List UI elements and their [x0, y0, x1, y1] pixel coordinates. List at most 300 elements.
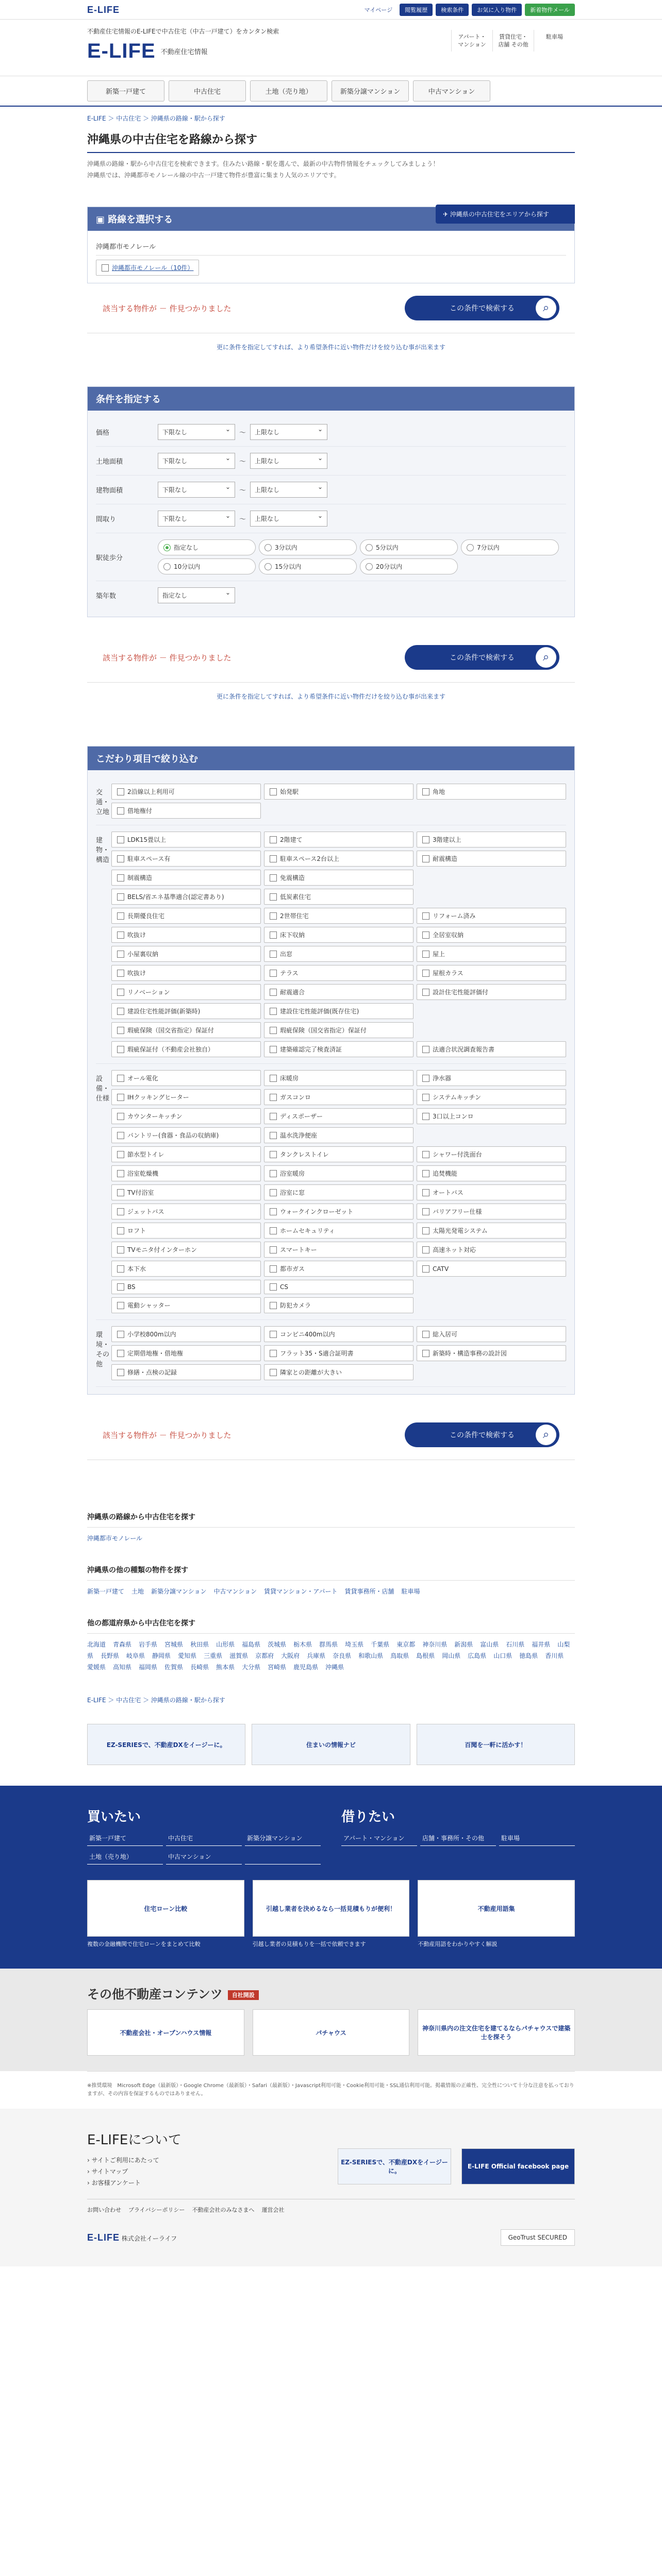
related-link[interactable]: 和歌山県 [358, 1652, 384, 1659]
feature-checkbox[interactable] [264, 908, 413, 924]
feature-checkbox[interactable] [264, 1204, 413, 1219]
banner-hyakubun[interactable]: 百聞を一軒に活かす！ [417, 1724, 575, 1765]
feature-checkbox[interactable] [264, 1070, 413, 1086]
walk-radio[interactable] [259, 539, 357, 555]
feature-checkbox[interactable] [111, 1345, 261, 1361]
checkbox-icon[interactable] [117, 1302, 124, 1309]
related-link[interactable]: 島根県 [416, 1652, 435, 1659]
related-link[interactable]: 新築分譲マンション [151, 1588, 207, 1595]
related-link[interactable]: 奈良県 [333, 1652, 352, 1659]
related-link[interactable]: 石川県 [506, 1641, 525, 1648]
feature-checkbox[interactable] [264, 1041, 413, 1057]
promo-glossary[interactable]: 不動産用語集 [418, 1880, 575, 1937]
checkbox-icon[interactable] [270, 855, 277, 862]
checkbox-icon[interactable] [270, 951, 277, 958]
footer-nav-item[interactable]: 新築分譲マンション [245, 1831, 321, 1846]
checkbox-icon[interactable] [117, 951, 124, 958]
feature-checkbox[interactable] [111, 1204, 261, 1219]
saved-search-button[interactable]: 検索条件 [436, 4, 469, 16]
related-link[interactable]: 福井県 [532, 1641, 551, 1648]
related-link[interactable]: 新築一戸建て [87, 1588, 125, 1595]
checkbox-icon[interactable] [270, 970, 277, 977]
line-checkbox[interactable] [96, 260, 199, 276]
walk-radio[interactable] [461, 539, 559, 555]
related-link[interactable]: 賃貸事務所・店舗 [344, 1588, 394, 1595]
related-link[interactable]: 群馬県 [319, 1641, 338, 1648]
feature-label: 新築時・構造事務の設計図 [433, 1350, 507, 1357]
related-link[interactable]: 福岡県 [139, 1664, 158, 1671]
checkbox-icon[interactable] [270, 1113, 277, 1120]
related-link[interactable]: 埼玉県 [345, 1641, 364, 1648]
checkbox-icon[interactable] [117, 1151, 124, 1158]
footer-nav-item[interactable]: 土地（売り地） [87, 1849, 163, 1865]
feature-checkbox[interactable] [417, 1165, 566, 1181]
favorites-button[interactable]: お気に入り物件 [472, 4, 522, 16]
feature-label: 屋上 [433, 951, 445, 958]
checkbox-icon[interactable] [422, 912, 429, 920]
footer-company[interactable]: 運営会社 [261, 2207, 285, 2213]
search-button-3[interactable] [405, 1422, 559, 1447]
feature-checkbox[interactable] [111, 984, 261, 1000]
related-link[interactable]: 山梨県 [87, 1641, 570, 1659]
footer-nav-item[interactable]: 駐車場 [499, 1831, 575, 1846]
checkbox-icon[interactable] [117, 1331, 124, 1338]
radio-icon[interactable] [366, 563, 373, 570]
min-select[interactable]: 下限なし ⌄ [158, 511, 235, 527]
checkbox-icon[interactable] [270, 874, 277, 882]
gnav-new-mansion[interactable]: 新築分譲マンション [332, 80, 409, 101]
feature-checkbox[interactable] [111, 784, 261, 800]
feature-label: 瑕疵保険（国交省指定）保証付 [127, 1027, 214, 1034]
feature-checkbox[interactable] [264, 1127, 413, 1143]
related-link[interactable]: 土地 [131, 1588, 144, 1595]
header-link-rental[interactable]: 賃貸住宅・店舗 その他 [492, 30, 534, 52]
new-mail-button[interactable]: 新着物件メール [525, 4, 575, 16]
feature-checkbox[interactable] [111, 946, 261, 962]
feature-checkbox[interactable] [264, 927, 413, 943]
feature-checkbox[interactable] [417, 1223, 566, 1239]
other-openhouse[interactable]: 不動産会社・オープンハウス情報 [87, 2009, 244, 2056]
checkbox-icon[interactable] [270, 1027, 277, 1034]
feature-checkbox[interactable] [417, 908, 566, 924]
feature-checkbox[interactable] [417, 1345, 566, 1361]
related-link[interactable]: 山口県 [493, 1652, 512, 1659]
checkbox-icon[interactable] [117, 1170, 124, 1177]
min-select[interactable]: 下限なし ⌄ [158, 453, 235, 469]
checkbox-icon[interactable] [117, 1189, 124, 1196]
banner-ez-series[interactable]: EZ-SERIESで、不動産DXをイージーに。 [87, 1724, 245, 1765]
feature-checkbox[interactable] [111, 1364, 261, 1380]
header-link-apartment[interactable]: アパート・マンション [451, 30, 492, 52]
related-link[interactable]: 長野県 [101, 1652, 120, 1659]
related-link[interactable]: 大分県 [242, 1664, 261, 1671]
checkbox-icon[interactable] [117, 989, 124, 996]
footer-nav-item[interactable]: アパート・マンション [341, 1831, 417, 1846]
feature-checkbox[interactable] [111, 1070, 261, 1086]
checkbox-icon[interactable] [422, 1151, 429, 1158]
checkbox-icon[interactable] [422, 1094, 429, 1101]
feature-checkbox[interactable] [111, 1108, 261, 1124]
feature-checkbox[interactable] [111, 1297, 261, 1313]
checkbox-icon[interactable] [117, 855, 124, 862]
feature-checkbox[interactable] [264, 1261, 413, 1277]
breadcrumb-bottom[interactable]: E-LIFE ＞ 中古住宅 ＞ 沖縄県の路線・駅から探す [87, 1697, 225, 1704]
related-link[interactable]: 広島県 [468, 1652, 487, 1659]
feature-checkbox[interactable] [417, 1204, 566, 1219]
feature-checkbox[interactable] [417, 1146, 566, 1162]
checkbox-icon[interactable] [270, 1227, 277, 1234]
related-link[interactable]: 福島県 [242, 1641, 261, 1648]
checkbox-icon[interactable] [422, 970, 429, 977]
related-link[interactable]: 賃貸マンション・アパート [263, 1588, 338, 1595]
radio-icon[interactable] [163, 544, 171, 551]
feature-checkbox[interactable] [111, 965, 261, 981]
feature-label: ディスポーザー [280, 1113, 323, 1120]
related-link[interactable]: 沖縄県 [325, 1664, 344, 1671]
checkbox-icon[interactable] [270, 1283, 277, 1291]
related-link[interactable]: 沖縄都市モノレール [87, 1535, 143, 1542]
related-link[interactable]: 三重県 [204, 1652, 223, 1659]
checkbox-icon[interactable] [270, 1008, 277, 1015]
checkbox-icon[interactable] [102, 264, 109, 272]
feature-checkbox[interactable] [264, 870, 413, 886]
checkbox-icon[interactable] [422, 1331, 429, 1338]
checkbox-icon[interactable] [270, 1208, 277, 1215]
checkbox-icon[interactable] [117, 1113, 124, 1120]
checkbox-icon[interactable] [117, 1008, 124, 1015]
related-link[interactable]: 栃木県 [293, 1641, 312, 1648]
promo-loan[interactable]: 住宅ローン比較 [87, 1880, 244, 1937]
feature-checkbox[interactable] [417, 851, 566, 867]
feature-checkbox[interactable] [111, 803, 261, 819]
radio-icon[interactable] [264, 544, 272, 551]
related-link[interactable]: 茨城県 [268, 1641, 287, 1648]
related-link[interactable]: 京都府 [255, 1652, 274, 1659]
footer-nav-item[interactable]: 店舗・事務所・その他 [420, 1831, 496, 1846]
checkbox-icon[interactable] [270, 1170, 277, 1177]
feature-checkbox[interactable] [111, 851, 261, 867]
feature-label: 長期優良住宅 [127, 912, 165, 920]
related-link[interactable]: 熊本県 [216, 1664, 235, 1671]
checkbox-icon[interactable] [422, 1265, 429, 1273]
walk-radio[interactable] [158, 558, 256, 574]
checkbox-icon[interactable] [270, 1132, 277, 1139]
max-select[interactable]: 上限なし ⌄ [250, 424, 327, 440]
related-link[interactable]: 駐車場 [401, 1588, 420, 1595]
checkbox-icon[interactable] [117, 836, 124, 843]
site-logo[interactable]: E-LIFE [87, 40, 156, 62]
mypage-link[interactable]: マイページ [364, 7, 393, 13]
checkbox-icon[interactable] [117, 912, 124, 920]
checkbox-icon[interactable] [270, 1350, 277, 1357]
related-link[interactable]: 長崎県 [190, 1664, 209, 1671]
feature-checkbox[interactable] [264, 1003, 413, 1019]
max-select[interactable]: 上限なし ⌄ [250, 511, 327, 527]
feature-checkbox[interactable] [264, 832, 413, 848]
gnav-new-house[interactable]: 新築一戸建て [87, 80, 164, 101]
checkbox-icon[interactable] [117, 1265, 124, 1273]
feature-checkbox[interactable] [111, 1280, 261, 1294]
feature-checkbox[interactable] [111, 1242, 261, 1258]
walk-radio[interactable] [259, 558, 357, 574]
feature-checkbox[interactable] [417, 927, 566, 943]
feature-checkbox[interactable] [264, 1280, 413, 1294]
radio-icon[interactable] [264, 563, 272, 570]
age-select[interactable]: 指定なし ⌄ [158, 587, 235, 603]
related-link[interactable]: 兵庫県 [307, 1652, 326, 1659]
feature-checkbox[interactable] [417, 784, 566, 800]
feature-checkbox[interactable] [264, 1242, 413, 1258]
other-pachaus[interactable]: パチャウス [253, 2009, 410, 2056]
gnav-land[interactable]: 土地（売り地） [250, 80, 327, 101]
checkbox-icon[interactable] [270, 1331, 277, 1338]
footer-contact[interactable]: お問い合わせ [87, 2207, 121, 2213]
grid-spacer [417, 1297, 566, 1313]
checkbox-icon[interactable] [117, 1350, 124, 1357]
checkbox-icon[interactable] [270, 1046, 277, 1053]
related-link[interactable]: 岡山県 [442, 1652, 461, 1659]
checkbox-icon[interactable] [422, 1046, 429, 1053]
feature-checkbox[interactable] [417, 984, 566, 1000]
checkbox-icon[interactable] [117, 893, 124, 901]
related-link[interactable]: 中古マンション [213, 1588, 257, 1595]
min-select[interactable]: 下限なし ⌄ [158, 482, 235, 498]
related-link[interactable]: 宮崎県 [268, 1664, 287, 1671]
feature-checkbox[interactable] [264, 946, 413, 962]
radio-label: 15分以内 [275, 563, 302, 570]
feature-checkbox[interactable] [111, 1223, 261, 1239]
feature-checkbox[interactable] [264, 889, 413, 905]
checkbox-icon[interactable] [270, 1369, 277, 1376]
gnav-used-house[interactable]: 中古住宅 [169, 80, 246, 101]
checkbox-icon[interactable] [270, 893, 277, 901]
feature-checkbox[interactable] [111, 1041, 261, 1057]
checkbox-icon[interactable] [422, 1170, 429, 1177]
related-link[interactable]: 富山県 [480, 1641, 499, 1648]
checkbox-icon[interactable] [117, 1075, 124, 1082]
feature-checkbox[interactable] [111, 1146, 261, 1162]
history-button[interactable]: 閲覧履歴 [400, 4, 433, 16]
checkbox-icon[interactable] [422, 951, 429, 958]
feature-checkbox[interactable] [264, 1345, 413, 1361]
feature-label: 法適合状況調査報告書 [433, 1046, 495, 1053]
feature-label: オートバス [433, 1189, 464, 1196]
search-button-1[interactable] [405, 296, 559, 320]
checkbox-icon[interactable] [117, 788, 124, 795]
radio-icon[interactable] [163, 563, 171, 570]
walk-radio[interactable] [158, 539, 256, 555]
checkbox-icon[interactable] [422, 855, 429, 862]
max-select[interactable]: 上限なし ⌄ [250, 453, 327, 469]
feature-checkbox[interactable] [111, 1326, 261, 1342]
feature-checkbox[interactable] [417, 1108, 566, 1124]
checkbox-icon[interactable] [117, 1227, 124, 1234]
checkbox-icon[interactable] [117, 1094, 124, 1101]
max-select[interactable]: 上限なし ⌄ [250, 482, 327, 498]
related-link[interactable]: 高知県 [113, 1664, 132, 1671]
related-link[interactable]: 愛知県 [178, 1652, 197, 1659]
related-link[interactable]: 東京都 [396, 1641, 416, 1648]
checkbox-icon[interactable] [422, 1113, 429, 1120]
feature-checkbox[interactable] [264, 1297, 413, 1313]
feature-checkbox[interactable] [111, 1184, 261, 1200]
about-ez-banner[interactable]: EZ-SERIESで、不動産DXをイージーに。 [338, 2148, 451, 2184]
checkbox-icon[interactable] [270, 788, 277, 795]
footer-nav-item[interactable]: 新築一戸建て [87, 1831, 163, 1846]
feature-checkbox[interactable] [264, 1223, 413, 1239]
checkbox-icon[interactable] [117, 807, 124, 815]
breadcrumb[interactable]: E-LIFE ＞ 中古住宅 ＞ 沖縄県の路線・駅から探す [87, 115, 225, 122]
footer-nav-item[interactable] [245, 1849, 321, 1865]
feature-checkbox[interactable] [111, 1022, 261, 1038]
footer-nav-item[interactable]: 中古住宅 [166, 1831, 242, 1846]
checkbox-icon[interactable] [422, 931, 429, 939]
feature-checkbox[interactable] [264, 1184, 413, 1200]
feature-checkbox[interactable] [417, 1261, 566, 1277]
checkbox-icon[interactable] [117, 931, 124, 939]
walk-radio[interactable] [360, 558, 458, 574]
related-link[interactable]: 大阪府 [281, 1652, 300, 1659]
footer-nav-item[interactable]: 中古マンション [166, 1849, 242, 1865]
checkbox-icon[interactable] [422, 989, 429, 996]
checkbox-icon[interactable] [117, 874, 124, 882]
feature-checkbox[interactable] [417, 1070, 566, 1086]
feature-checkbox[interactable] [111, 889, 261, 905]
related-link[interactable]: 宮城県 [164, 1641, 184, 1648]
related-link[interactable]: 佐賀県 [164, 1664, 184, 1671]
checkbox-icon[interactable] [422, 788, 429, 795]
feature-checkbox[interactable] [111, 870, 261, 886]
checkbox-icon[interactable] [117, 1208, 124, 1215]
banner-sumai-navi[interactable]: 住まいの情報ナビ [252, 1724, 410, 1765]
feature-checkbox[interactable] [111, 832, 261, 848]
related-link[interactable]: 新潟県 [454, 1641, 473, 1648]
radio-icon[interactable] [366, 544, 373, 551]
related-link[interactable]: 鹿児島県 [293, 1664, 319, 1671]
feature-checkbox[interactable] [264, 784, 413, 800]
related-link[interactable]: 香川県 [545, 1652, 564, 1659]
feature-checkbox[interactable] [264, 1022, 413, 1038]
checkbox-icon[interactable] [270, 1302, 277, 1309]
checkbox-icon[interactable] [117, 1369, 124, 1376]
feature-checkbox[interactable] [417, 832, 566, 848]
feature-checkbox[interactable] [264, 965, 413, 981]
related-link[interactable]: 岐阜県 [126, 1652, 145, 1659]
checkbox-icon[interactable] [422, 1189, 429, 1196]
search-by-area-button[interactable] [436, 205, 575, 224]
related-link[interactable]: 鳥取県 [390, 1652, 409, 1659]
checkbox-icon[interactable] [117, 1046, 124, 1053]
checkbox-icon[interactable] [270, 1094, 277, 1101]
footer-privacy[interactable]: プライバシーポリシー [128, 2207, 185, 2213]
feature-checkbox[interactable] [111, 1165, 261, 1181]
small-logo[interactable]: E-LIFE [87, 4, 120, 15]
feature-checkbox[interactable] [111, 1089, 261, 1105]
checkbox-icon[interactable] [422, 1246, 429, 1253]
radio-icon[interactable] [467, 544, 474, 551]
feature-checkbox[interactable] [417, 1184, 566, 1200]
checkbox-icon[interactable] [422, 1350, 429, 1357]
checkbox-icon[interactable] [270, 836, 277, 843]
feature-checkbox[interactable] [417, 1089, 566, 1105]
checkbox-icon[interactable] [422, 1227, 429, 1234]
feature-checkbox[interactable] [264, 1364, 413, 1380]
related-link[interactable]: 山形県 [216, 1641, 235, 1648]
checkbox-icon[interactable] [270, 1246, 277, 1253]
feature-checkbox[interactable] [264, 851, 413, 867]
checkbox-icon[interactable] [270, 1151, 277, 1158]
related-link[interactable]: 愛媛県 [87, 1664, 106, 1671]
checkbox-icon[interactable] [270, 1265, 277, 1273]
feature-checkbox[interactable] [417, 965, 566, 981]
related-link[interactable]: 静岡県 [152, 1652, 171, 1659]
checkbox-icon[interactable] [270, 1189, 277, 1196]
feature-checkbox[interactable] [111, 927, 261, 943]
header-link-parking[interactable]: 駐車場 [534, 30, 575, 52]
feature-checkbox[interactable] [264, 1165, 413, 1181]
feature-checkbox[interactable] [264, 1108, 413, 1124]
facebook-banner[interactable]: E-LIFE Official facebook page [461, 2148, 575, 2184]
feature-checkbox[interactable] [111, 1127, 261, 1143]
about-link-terms[interactable]: › サイトご利用にあたって [87, 2157, 159, 2164]
related-link[interactable]: 神奈川県 [422, 1641, 448, 1648]
related-link[interactable]: 北海道 [87, 1641, 106, 1648]
feature-checkbox[interactable] [417, 946, 566, 962]
walk-radio[interactable] [360, 539, 458, 555]
feature-checkbox[interactable] [417, 1326, 566, 1342]
checkbox-icon[interactable] [270, 912, 277, 920]
related-link[interactable]: 滋賀県 [229, 1652, 249, 1659]
feature-label: テラス [280, 970, 299, 977]
feature-checkbox[interactable] [417, 1041, 566, 1057]
min-select[interactable]: 下限なし ⌄ [158, 424, 235, 440]
feature-checkbox[interactable] [111, 1261, 261, 1277]
feature-checkbox[interactable] [264, 1089, 413, 1105]
gnav-used-mansion[interactable]: 中古マンション [413, 80, 490, 101]
search-icon: ⌕ [536, 647, 556, 668]
about-link-sitemap[interactable]: › サイトマップ [87, 2168, 128, 2175]
checkbox-icon[interactable] [117, 1027, 124, 1034]
checkbox-icon[interactable] [270, 1075, 277, 1082]
checkbox-icon[interactable] [422, 836, 429, 843]
checkbox-icon[interactable] [117, 970, 124, 977]
related-link[interactable]: 千葉県 [371, 1641, 390, 1648]
checkbox-icon[interactable] [117, 1283, 124, 1291]
checkbox-icon[interactable] [270, 989, 277, 996]
feature-checkbox[interactable] [417, 1242, 566, 1258]
related-link[interactable]: 徳島県 [519, 1652, 538, 1659]
feature-checkbox[interactable] [111, 1003, 261, 1019]
about-link-survey[interactable]: › お客様アンケート [87, 2179, 141, 2187]
checkbox-icon[interactable] [117, 1246, 124, 1253]
checkbox-icon[interactable] [270, 931, 277, 939]
feature-label: 総入居可 [433, 1331, 458, 1338]
promo-moving[interactable]: 引越し業者を決めるなら一括見積もりが便利！ [253, 1880, 410, 1937]
search-button-2[interactable] [405, 645, 559, 670]
feature-checkbox[interactable] [264, 984, 413, 1000]
feature-checkbox[interactable] [264, 1326, 413, 1342]
related-link[interactable]: 青森県 [113, 1641, 132, 1648]
feature-checkbox[interactable] [264, 1146, 413, 1162]
related-link[interactable]: 岩手県 [139, 1641, 158, 1648]
feature-checkbox[interactable] [111, 908, 261, 924]
related-link[interactable]: 秋田県 [190, 1641, 209, 1648]
other-kanagawa[interactable]: 神奈川県内の注文住宅を建てるならパチャウスで建築士を探そう [418, 2009, 575, 2056]
checkbox-icon[interactable] [422, 1208, 429, 1215]
footer-for-agents[interactable]: 不動産会社のみなさまへ [192, 2207, 255, 2213]
checkbox-icon[interactable] [117, 1132, 124, 1139]
checkbox-icon[interactable] [422, 1075, 429, 1082]
